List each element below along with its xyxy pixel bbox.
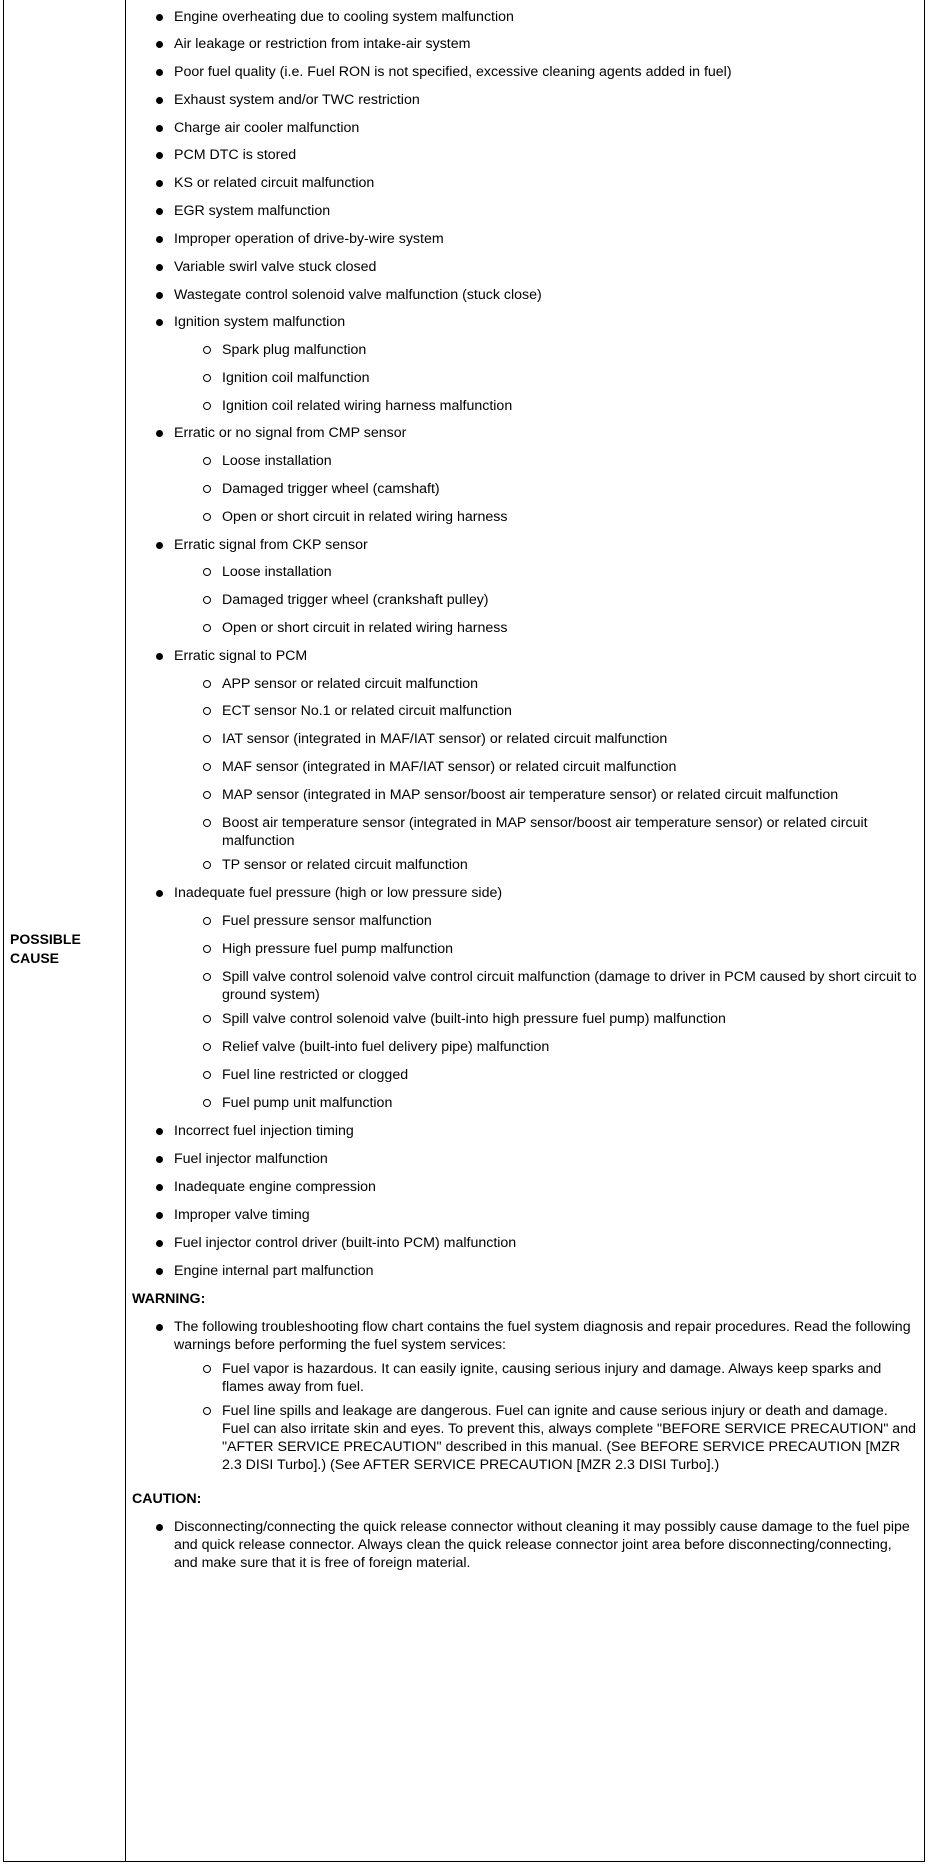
list-item bbox=[126, 968, 918, 1004]
ring-bullet-icon bbox=[203, 1043, 211, 1051]
item-text: Variable swirl valve stuck closed bbox=[174, 259, 377, 275]
item-text: Incorrect fuel injection timing bbox=[174, 1123, 354, 1139]
ring-bullet-icon bbox=[203, 819, 211, 827]
ring-bullet-icon bbox=[203, 457, 211, 465]
item-text: Charge air cooler malfunction bbox=[174, 120, 360, 136]
list-item bbox=[126, 619, 918, 637]
item-text: Fuel injector control driver (built-into PCM) malfunction bbox=[174, 1235, 517, 1251]
list-item bbox=[126, 397, 918, 415]
item-text: Open or short circuit in related wiring harness bbox=[222, 620, 508, 636]
list-item bbox=[126, 856, 918, 874]
ring-bullet-icon bbox=[203, 568, 211, 576]
item-text: Boost air temperature sensor (integrated in MAP sensor/boost air temperature sensor) or related circuit malfunction bbox=[222, 815, 868, 849]
list-item bbox=[126, 730, 918, 748]
bullet-icon bbox=[156, 1324, 163, 1331]
bullet-icon bbox=[156, 1184, 163, 1191]
item-text: The following troubleshooting flow chart contains the fuel system diagnosis and repair procedures. Read the following warnings before performing the fuel system services: bbox=[174, 1319, 911, 1353]
item-text: Disconnecting/connecting the quick release connector without cleaning it may possibly cause damage to the fuel pipe and quick release connector. Always clean the quick release connector joint area before disconnecting/connecting, and make sure that it is free of foreign material. bbox=[174, 1519, 910, 1571]
list-item bbox=[126, 63, 918, 81]
list-item bbox=[126, 286, 918, 304]
list-item bbox=[126, 1402, 918, 1474]
ring-bullet-icon bbox=[203, 1099, 211, 1107]
ring-bullet-icon bbox=[203, 624, 211, 632]
list-item bbox=[126, 146, 918, 164]
cause-list bbox=[126, 0, 924, 1861]
item-text: TP sensor or related circuit malfunction bbox=[222, 857, 468, 873]
item-text: APP sensor or related circuit malfunction bbox=[222, 676, 479, 692]
bullet-icon bbox=[156, 180, 163, 187]
ring-bullet-icon bbox=[203, 513, 211, 521]
list-item bbox=[126, 174, 918, 192]
item-text: Spark plug malfunction bbox=[222, 342, 367, 358]
section-heading bbox=[126, 1290, 918, 1308]
list-item bbox=[126, 702, 918, 720]
item-text: Wastegate control solenoid valve malfunction (stuck close) bbox=[174, 287, 542, 303]
item-text: KS or related circuit malfunction bbox=[174, 175, 375, 191]
item-text: Fuel line spills and leakage are dangerous. Fuel can ignite and cause serious injury or death and damage. Fuel can also irritate skin and eyes. To prevent this, always complete "BEFORE SERVICE PRECAUTION" and "AFTER SERVICE PRECAUTION" described in this manual. (See BEFORE SERVICE PRECAUTION [MZR 2.3 DISI Turbo].) (See AFTER SERVICE PRECAUTION [MZR 2.3 DISI Turbo].) bbox=[222, 1403, 916, 1473]
list-item bbox=[126, 1234, 918, 1252]
section-heading bbox=[126, 1490, 918, 1508]
ring-bullet-icon bbox=[203, 1365, 211, 1373]
bullet-icon bbox=[156, 236, 163, 243]
item-text: Engine overheating due to cooling system malfunction bbox=[174, 9, 514, 25]
bullet-icon bbox=[156, 890, 163, 897]
ring-bullet-icon bbox=[203, 763, 211, 771]
list-item bbox=[126, 480, 918, 498]
list-item bbox=[126, 1038, 918, 1056]
list-item bbox=[126, 536, 918, 554]
ring-bullet-icon bbox=[203, 374, 211, 382]
list-item bbox=[126, 1122, 918, 1140]
item-text: Inadequate engine compression bbox=[174, 1179, 376, 1195]
bullet-icon bbox=[156, 152, 163, 159]
item-text: CAUTION: bbox=[132, 1491, 202, 1507]
list-item bbox=[126, 1518, 918, 1572]
list-item bbox=[126, 563, 918, 581]
item-text: MAF sensor (integrated in MAF/IAT sensor) or related circuit malfunction bbox=[222, 759, 677, 775]
item-text: Ignition system malfunction bbox=[174, 314, 346, 330]
list-item bbox=[126, 786, 918, 804]
item-text: Erratic signal to PCM bbox=[174, 648, 308, 664]
item-text: Air leakage or restriction from intake-air system bbox=[174, 36, 471, 52]
list-item bbox=[126, 91, 918, 109]
item-text: Ignition coil related wiring harness malfunction bbox=[222, 398, 513, 414]
list-item bbox=[126, 814, 918, 850]
item-text: Ignition coil malfunction bbox=[222, 370, 370, 386]
list-item bbox=[126, 424, 918, 442]
list-item bbox=[126, 675, 918, 693]
item-text: Fuel pressure sensor malfunction bbox=[222, 913, 432, 929]
item-text: MAP sensor (integrated in MAP sensor/boost air temperature sensor) or related circuit malfunction bbox=[222, 787, 839, 803]
item-text: Spill valve control solenoid valve control circuit malfunction (damage to driver in PCM caused by short circuit to ground system) bbox=[222, 969, 917, 1003]
ring-bullet-icon bbox=[203, 707, 211, 715]
list-item bbox=[126, 341, 918, 359]
item-text: Inadequate fuel pressure (high or low pressure side) bbox=[174, 885, 503, 901]
bullet-icon bbox=[156, 542, 163, 549]
list-item bbox=[126, 591, 918, 609]
item-text: Relief valve (built-into fuel delivery pipe) malfunction bbox=[222, 1039, 550, 1055]
bullet-icon bbox=[156, 1240, 163, 1247]
list-item bbox=[126, 1010, 918, 1028]
ring-bullet-icon bbox=[203, 485, 211, 493]
ring-bullet-icon bbox=[203, 1407, 211, 1415]
ring-bullet-icon bbox=[203, 945, 211, 953]
bullet-icon bbox=[156, 319, 163, 326]
item-text: Damaged trigger wheel (crankshaft pulley) bbox=[222, 592, 489, 608]
item-text: Damaged trigger wheel (camshaft) bbox=[222, 481, 440, 497]
item-text: High pressure fuel pump malfunction bbox=[222, 941, 454, 957]
list-item bbox=[126, 1206, 918, 1224]
ring-bullet-icon bbox=[203, 680, 211, 688]
list-item bbox=[126, 1094, 918, 1112]
ring-bullet-icon bbox=[203, 735, 211, 743]
item-text: ECT sensor No.1 or related circuit malfunction bbox=[222, 703, 512, 719]
item-text: Erratic signal from CKP sensor bbox=[174, 537, 368, 553]
list-item bbox=[126, 940, 918, 958]
ring-bullet-icon bbox=[203, 596, 211, 604]
item-text: Improper operation of drive-by-wire system bbox=[174, 231, 444, 247]
list-item bbox=[126, 1178, 918, 1196]
list-item bbox=[126, 8, 918, 26]
bullet-icon bbox=[156, 14, 163, 21]
item-text: Improper valve timing bbox=[174, 1207, 310, 1223]
list-item bbox=[126, 313, 918, 331]
list-item bbox=[126, 202, 918, 220]
list-item bbox=[126, 1262, 918, 1280]
bullet-icon bbox=[156, 1212, 163, 1219]
item-text: PCM DTC is stored bbox=[174, 147, 297, 163]
ring-bullet-icon bbox=[203, 1071, 211, 1079]
item-text: Fuel injector malfunction bbox=[174, 1151, 328, 1167]
item-text: Fuel pump unit malfunction bbox=[222, 1095, 393, 1111]
ring-bullet-icon bbox=[203, 861, 211, 869]
list-item bbox=[126, 912, 918, 930]
bullet-icon bbox=[156, 41, 163, 48]
item-text: Poor fuel quality (i.e. Fuel RON is not specified, excessive cleaning agents added in fuel) bbox=[174, 64, 732, 80]
list-item bbox=[126, 508, 918, 526]
ring-bullet-icon bbox=[203, 1015, 211, 1023]
list-item bbox=[126, 35, 918, 53]
list-item bbox=[126, 1150, 918, 1168]
list-item bbox=[126, 1066, 918, 1084]
list-item bbox=[126, 1318, 918, 1354]
bullet-icon bbox=[156, 1268, 163, 1275]
list-item bbox=[126, 758, 918, 776]
item-text: Loose installation bbox=[222, 453, 332, 469]
item-text: IAT sensor (integrated in MAF/IAT sensor) or related circuit malfunction bbox=[222, 731, 668, 747]
list-item bbox=[126, 884, 918, 902]
possible-cause-label: POSSIBLE CAUSE bbox=[10, 931, 81, 966]
label-cell bbox=[4, 0, 126, 1861]
bullet-icon bbox=[156, 264, 163, 271]
bullet-icon bbox=[156, 292, 163, 299]
bullet-icon bbox=[156, 653, 163, 660]
bullet-icon bbox=[156, 208, 163, 215]
item-text: Fuel line restricted or clogged bbox=[222, 1067, 409, 1083]
list-item bbox=[126, 258, 918, 276]
item-text: Spill valve control solenoid valve (built-into high pressure fuel pump) malfunction bbox=[222, 1011, 726, 1027]
list-item bbox=[126, 1360, 918, 1396]
possible-cause-table bbox=[3, 0, 925, 1862]
item-text: WARNING: bbox=[132, 1291, 206, 1307]
bullet-icon bbox=[156, 125, 163, 132]
item-text: Exhaust system and/or TWC restriction bbox=[174, 92, 420, 108]
item-text: Loose installation bbox=[222, 564, 332, 580]
bullet-icon bbox=[156, 97, 163, 104]
list-item bbox=[126, 230, 918, 248]
bullet-icon bbox=[156, 1156, 163, 1163]
list-item bbox=[126, 119, 918, 137]
ring-bullet-icon bbox=[203, 346, 211, 354]
item-text: EGR system malfunction bbox=[174, 203, 331, 219]
list-item bbox=[126, 452, 918, 470]
list-item bbox=[126, 369, 918, 387]
item-text: Engine internal part malfunction bbox=[174, 1263, 374, 1279]
item-text: Erratic or no signal from CMP sensor bbox=[174, 425, 407, 441]
ring-bullet-icon bbox=[203, 791, 211, 799]
list-item bbox=[126, 647, 918, 665]
ring-bullet-icon bbox=[203, 917, 211, 925]
bullet-icon bbox=[156, 1128, 163, 1135]
bullet-icon bbox=[156, 1524, 163, 1531]
item-text: Fuel vapor is hazardous. It can easily ignite, causing serious injury and damage. Always keep sparks and flames away from fuel. bbox=[222, 1361, 882, 1395]
bullet-icon bbox=[156, 430, 163, 437]
bullet-icon bbox=[156, 69, 163, 76]
ring-bullet-icon bbox=[203, 402, 211, 410]
item-text: Open or short circuit in related wiring harness bbox=[222, 509, 508, 525]
ring-bullet-icon bbox=[203, 973, 211, 981]
